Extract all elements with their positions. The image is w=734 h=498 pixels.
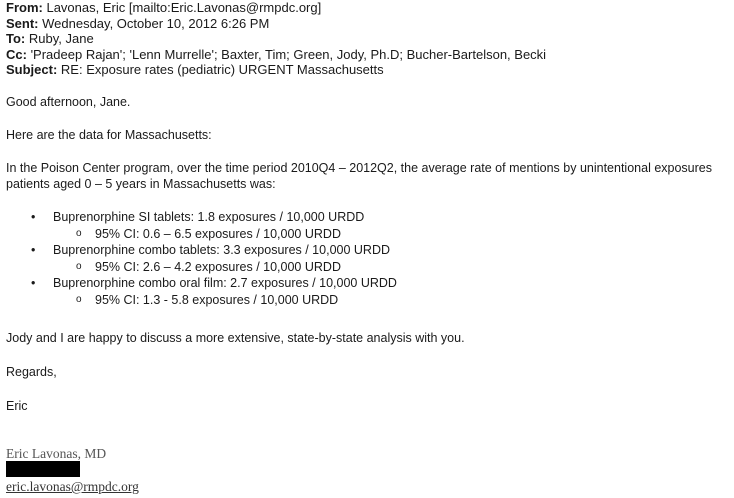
regards-line: Regards, <box>6 365 57 379</box>
signature-name: Eric Lavonas, MD <box>6 446 107 461</box>
subject-label: Subject: <box>6 62 58 77</box>
intro-line: Here are the data for Massachusetts: <box>6 128 212 142</box>
sub-bullet-icon: o <box>76 260 82 272</box>
subject-value: RE: Exposure rates (pediatric) URGENT Massachusetts <box>60 62 384 77</box>
list-item <box>0 209 397 226</box>
redaction-block <box>6 461 80 477</box>
sent-value: Wednesday, October 10, 2012 6:26 PM <box>42 15 270 31</box>
bullet-list <box>0 209 397 308</box>
list-item <box>0 259 397 276</box>
sent-row <box>6 16 546 32</box>
signature-email-link[interactable]: eric.lavonas@rmpdc.org <box>6 479 139 494</box>
to-label: To: <box>6 31 26 46</box>
cc-value: 'Pradeep Rajan'; 'Lenn Murrelle'; Baxter, Tim; Green, Jody, Ph.D; Bucher-Bartelson, Becki <box>30 46 547 62</box>
list-item <box>0 275 397 292</box>
bullet-icon: • <box>31 210 36 224</box>
to-row <box>6 31 546 47</box>
signoff-line: Eric <box>6 399 28 413</box>
from-row <box>6 0 546 16</box>
to-value: Ruby, Jane <box>28 31 94 46</box>
closing-line: Jody and I are happy to discuss a more extensive, state-by-state analysis with you. <box>6 331 465 345</box>
bullet-text: Buprenorphine combo oral film: 2.7 exposures / 10,000 URDD <box>53 276 397 290</box>
list-item <box>0 292 397 309</box>
list-item <box>0 226 397 243</box>
email-header <box>6 0 546 78</box>
ci-text: 95% CI: 0.6 – 6.5 exposures / 10,000 URDD <box>95 226 341 241</box>
bullet-icon: • <box>31 276 36 290</box>
from-value: Lavonas, Eric [mailto:Eric.Lavonas@rmpdc.org] <box>46 0 322 15</box>
list-item <box>0 242 397 259</box>
cc-row <box>6 47 546 63</box>
ci-text: 95% CI: 1.3 - 5.8 exposures / 10,000 URDD <box>95 292 339 307</box>
greeting: Good afternoon, Jane. <box>6 95 131 109</box>
from-label: From: <box>6 0 43 15</box>
bullet-icon: • <box>31 243 36 257</box>
sent-label: Sent: <box>6 15 39 31</box>
ci-text: 95% CI: 2.6 – 4.2 exposures / 10,000 URDD <box>95 259 341 274</box>
sub-bullet-icon: o <box>76 227 82 239</box>
subject-row <box>6 62 546 78</box>
data-paragraph: In the Poison Center program, over the time period 2010Q4 – 2012Q2, the average rate of mentions by unintentional exposures patients aged 0 – 5 years in Massachusetts was: <box>6 161 712 191</box>
sub-bullet-icon: o <box>76 293 82 305</box>
cc-label: Cc: <box>6 46 27 62</box>
bullet-text: Buprenorphine SI tablets: 1.8 exposures / 10,000 URDD <box>53 210 365 224</box>
bullet-text: Buprenorphine combo tablets: 3.3 exposures / 10,000 URDD <box>53 243 390 257</box>
